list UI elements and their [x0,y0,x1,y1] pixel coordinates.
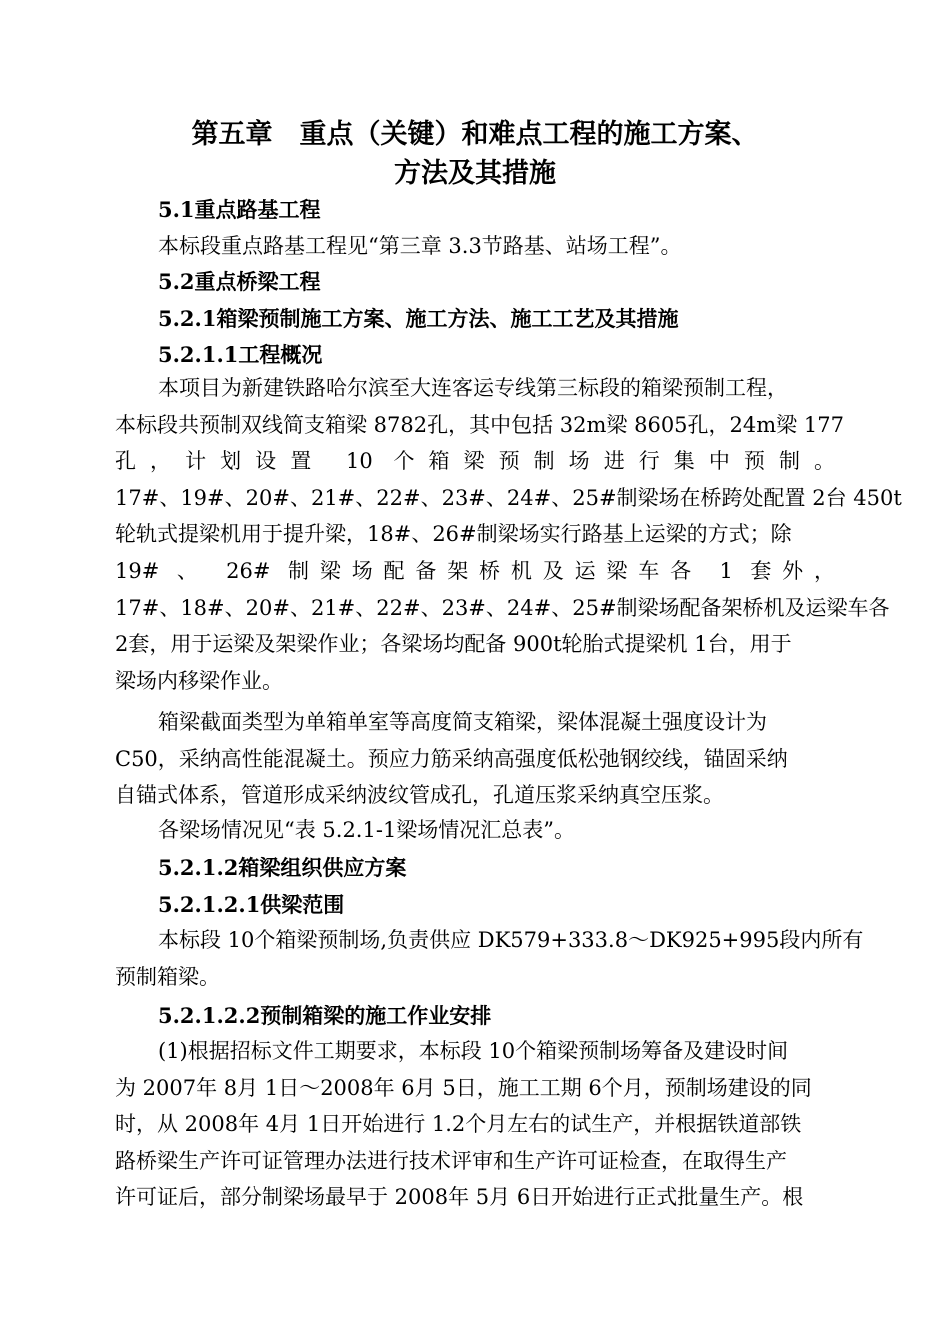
paragraph-line: 预制箱梁。 [115,964,220,989]
paragraph-line: 自锚式体系，管道形成采纳波纹管成孔，孔道压浆采纳真空压浆。 [115,783,724,808]
paragraph-schedule [115,1033,835,1216]
chapter-title-line-2: 方法及其措施 [394,158,556,189]
section-5-1-text: 本标段重点路基工程见“第三章 3.3节路基、站场工程”。 [158,234,682,258]
section-5-2-1-heading: 5.2.1箱梁预制施工方案、施工方法、施工工艺及其措施 [158,306,679,331]
paragraph-line: 本项目为新建铁路哈尔滨至大连客运专线第三标段的箱梁预制工程， [158,376,788,400]
paragraph-line: 本标段共预制双线简支箱梁 8782孔，其中包括 32m梁 8605孔，24m梁 177 [115,412,844,437]
paragraph-line: 梁场内移梁作业。 [115,668,283,693]
paragraph-line: 许可证后，部分制梁场最早于 2008年 5月 6日开始进行正式批量生产。根 [115,1185,804,1210]
paragraph-line: 为 2007年 8月 1日～2008年 6月 5日，施工工期 6个月，预制场建设的同 [115,1075,812,1100]
paragraph-supply-range [115,922,864,995]
paragraph-line: 17#、18#、20#、21#、22#、23#、24#、25#制梁场配备架桥机及运梁车各 [115,595,890,620]
paragraph-table-reference: 各梁场情况见“表 5.2.1-1梁场情况汇总表”。 [158,818,576,842]
paragraph-box-girder-section [115,704,835,814]
paragraph-line: 孔，计划设置 10 个箱梁预制场进行集中预制。 [115,449,835,474]
paragraph-line: 17#、19#、20#、21#、22#、23#、24#、25#制梁场在桥跨处配置 2台 450t [115,485,902,510]
section-5-2-1-2-1-heading: 5.2.1.2.1供梁范围 [158,892,345,917]
paragraph-line: 19# 、 26# 制梁场配备架桥机及运梁车各 1 套外， [115,558,835,583]
paragraph-line: (1)根据招标文件工期要求，本标段 10个箱梁预制场筹备及建设时间 [158,1039,789,1063]
section-5-2-1-2-heading: 5.2.1.2箱梁组织供应方案 [158,855,407,880]
paragraph-line: 时，从 2008年 4月 1日开始进行 1.2个月左右的试生产，并根据铁道部铁 [115,1112,802,1137]
section-5-2-1-1-heading: 5.2.1.1工程概况 [158,342,323,367]
paragraph-line: 2套，用于运梁及架梁作业；各梁场均配备 900t轮胎式提梁机 1台，用于 [115,632,792,657]
section-5-2-1-2-2-heading: 5.2.1.2.2预制箱梁的施工作业安排 [158,1003,492,1028]
paragraph-line: C50，采纳高性能混凝土。预应力筋采纳高强度低松弛钢绞线，锚固采纳 [115,746,788,771]
section-5-2-heading: 5.2重点桥梁工程 [158,269,321,294]
chapter-title-line-1: 第五章 重点（关键）和难点工程的施工方案、 [191,119,759,150]
paragraph-overview [115,370,902,699]
paragraph-line: 箱梁截面类型为单箱单室等高度简支箱梁，梁体混凝土强度设计为 [158,710,767,734]
paragraph-line: 轮轨式提梁机用于提升梁，18#、26#制梁场实行路基上运梁的方式；除 [115,522,792,547]
paragraph-line: 路桥梁生产许可证管理办法进行技术评审和生产许可证检查，在取得生产 [115,1148,787,1173]
paragraph-line: 本标段 10个箱梁预制场,负责供应 DK579+333.8～DK925+995段内所有 [158,928,864,952]
section-5-1-heading: 5.1重点路基工程 [158,197,321,222]
